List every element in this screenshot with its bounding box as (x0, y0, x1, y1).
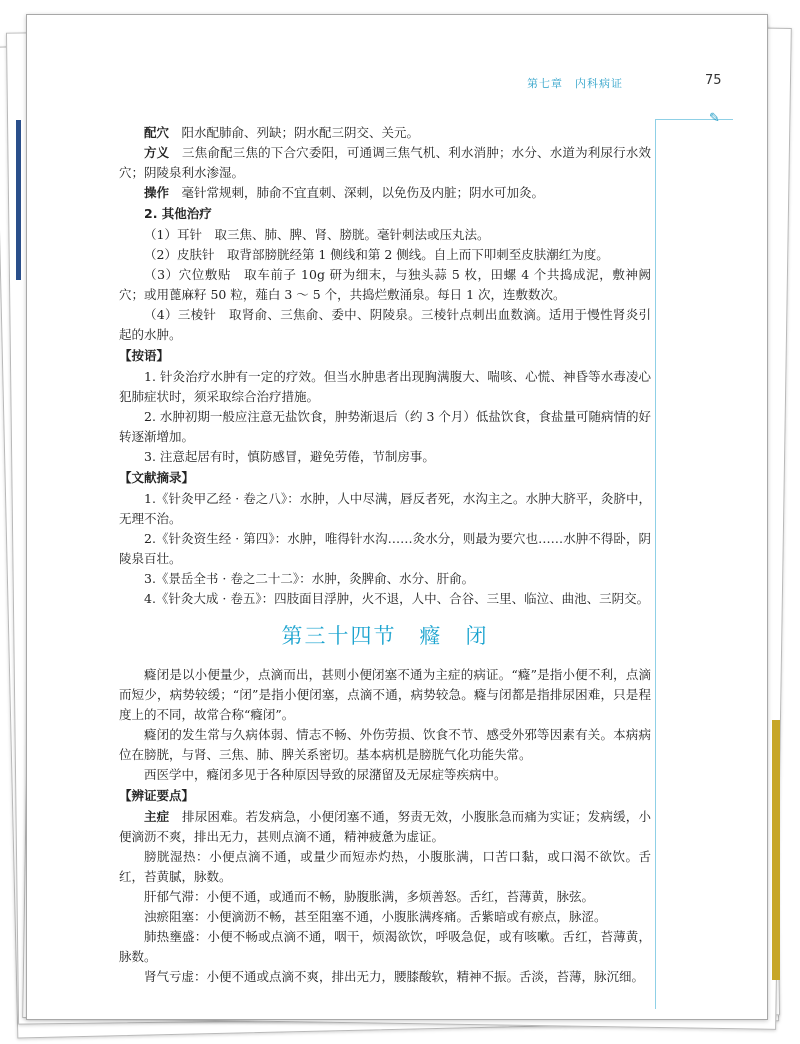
list-item: 肝郁气滞：小便不通，或通而不畅，胁腹胀满，多烦善怒。舌红，苔薄黄，脉弦。 (144, 889, 595, 904)
paragraph (119, 123, 651, 143)
paragraph-text: 阳水配肺俞、列缺；阴水配三阴交、关元。 (181, 125, 420, 140)
paragraph-text: 毫针常规刺，肺俞不宜直刺、深刺，以免伤及内脏；阴水可加灸。 (181, 185, 545, 200)
paragraph-text: 三焦俞配三焦的下合穴委阳，可通调三焦气机、利水消肿；水分、水道为利尿行水效穴；阴陵泉利水渗湿。 (119, 145, 651, 180)
paragraph: 癃闭的发生常与久病体弱、情志不畅、外伤劳损、饮食不节、感受外邪等因素有关。本病病位在膀胱，与肾、三焦、肺、脾关系密切。基本病机是膀胱气化功能失常。 (119, 727, 651, 762)
list-item: （4）三棱针 取肾俞、三焦俞、委中、阴陵泉。三棱针点刺出血数滴。适用于慢性肾炎引起的水肿。 (119, 307, 651, 342)
page-body (119, 123, 651, 987)
list-item: （1）耳针 取三焦、肺、脾、肾、膀胱。毫针刺法或压丸法。 (144, 227, 490, 242)
paragraph-text: 排尿困难。若发病急，小便闭塞不通，努责无效，小腹胀急而痛为实证；发病缓，小便滴沥不爽，排出无力，甚则点滴不通，精神疲惫为虚证。 (119, 809, 651, 844)
notes-heading: 【按语】 (119, 348, 170, 363)
subsection-heading: 2. 其他治疗 (144, 206, 212, 221)
paragraph (119, 183, 651, 203)
paragraph: 癃闭是以小便量少，点滴而出，甚则小便闭塞不通为主症的病证。“癃”是指小便不利，点滴而短少，病势较缓；“闭”是指小便闭塞，点滴不通，病势较急。癃与闭都是指排尿困难，只是程度上的不同，故常合称“癃闭”。 (119, 667, 651, 722)
margin-rule (655, 119, 733, 120)
term-label: 配穴 (144, 125, 170, 140)
book-cover-edge (772, 720, 780, 980)
list-item: 2. 水肿初期一般应注意无盐饮食，肿势渐退后（约 3 个月）低盐饮食，食盐量可随病情的好转逐渐增加。 (119, 409, 651, 444)
list-item: 2.《针灸资生经 · 第四》：水肿，唯得针水沟……灸水分，则最为要穴也……水肿不得卧，阴陵泉百壮。 (119, 531, 651, 566)
running-header: 第七章 内科病证 (527, 77, 623, 90)
list-item: 膀胱湿热：小便点滴不通，或量少而短赤灼热，小腹胀满，口苦口黏，或口渴不欲饮。舌红，苔黄腻，脉数。 (119, 849, 651, 884)
paragraph (119, 807, 651, 847)
book-cover-edge (16, 120, 21, 280)
section-title: 第三十四节 癃 闭 (281, 624, 489, 648)
list-item: 肾气亏虚：小便不通或点滴不爽，排出无力，腰膝酸软，精神不振。舌淡，苔薄，脉沉细。 (144, 969, 645, 984)
list-item: 1. 针灸治疗水肿有一定的疗效。但当水肿患者出现胸满腹大、喘咳、心慌、神昏等水毒凌心犯肺症状时，须采取综合治疗措施。 (119, 369, 651, 404)
list-item: 1.《针灸甲乙经 · 卷之八》：水肿，人中尽满，唇反者死，水沟主之。水肿大脐平，灸脐中，无理不治。 (119, 491, 651, 526)
book-page (26, 14, 768, 1020)
paragraph: 西医学中，癃闭多见于各种原因导致的尿潴留及无尿症等疾病中。 (144, 767, 507, 782)
list-item: 浊瘀阻塞：小便滴沥不畅，甚至阻塞不通，小腹胀满疼痛。舌紫暗或有瘀点，脉涩。 (144, 909, 607, 924)
pen-icon: ✎ (709, 111, 720, 126)
list-item: 3. 注意起居有时，慎防感冒，避免劳倦，节制房事。 (144, 449, 435, 464)
literature-heading: 【文献摘录】 (119, 470, 195, 485)
margin-rule (655, 119, 656, 1009)
list-item: 3.《景岳全书 · 卷之二十二》：水肿，灸脾俞、水分、肝俞。 (144, 571, 475, 586)
term-label: 操作 (144, 185, 170, 200)
syndrome-heading: 【辨证要点】 (119, 788, 195, 803)
list-item: 肺热壅盛：小便不畅或点滴不通，咽干，烦渴欲饮，呼吸急促，或有咳嗽。舌红，苔薄黄，脉数。 (119, 929, 651, 964)
list-item: （2）皮肤针 取背部膀胱经第 1 侧线和第 2 侧线。自上而下叩刺至皮肤潮红为度。 (144, 247, 609, 262)
term-label: 主症 (144, 809, 170, 824)
page-number: 75 (705, 73, 722, 88)
term-label: 方义 (144, 145, 170, 160)
paragraph (119, 143, 651, 183)
list-item: （3）穴位敷贴 取车前子 10g 研为细末，与独头蒜 5 枚，田螺 4 个共捣成泥，敷神阙穴；或用蓖麻籽 50 粒，薤白 3 ～ 5 个，共捣烂敷涌泉。每日 1 次，连敷数次。 (119, 267, 651, 302)
list-item: 4.《针灸大成 · 卷五》：四肢面目浮肿，火不退，人中、合谷、三里、临泣、曲池、三阴交。 (144, 591, 650, 606)
